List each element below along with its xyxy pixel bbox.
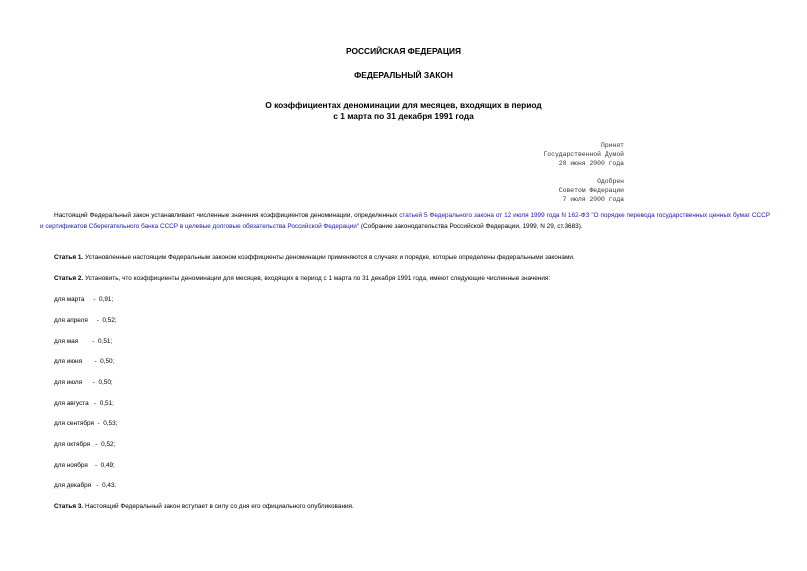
article-2-text: Установить, что коэффициенты деноминации для месяцев, входящих в период с 1 марта по 31 декабря 1991 года, имеют следующие численные значения: [83,275,551,282]
intro-paragraph [40,211,770,232]
article-2 [54,274,770,285]
intro-text: Настоящий Федеральный закон устанавливает численные значения коэффициентов деноминации, определенных [54,212,400,219]
article-3 [54,502,770,513]
law-title-line-2: с 1 марта по 31 декабря 1991 года [333,111,474,121]
article-3-label: Статья 3. [54,503,84,510]
coefficient-row: для июля - 0,50; [54,379,113,386]
coefficient-row: для марта - 0,91; [54,296,114,303]
council-approval-date: 7 июля 2000 года [562,195,624,203]
law-title-line-1: О коэффициентах деноминации для месяцев, входящих в период [265,100,542,110]
coefficient-row: для сентября - 0,53; [54,420,118,427]
duma-adoption-date: 28 июня 2000 года [558,159,624,167]
duma-adoption-line: Принят [600,142,624,149]
coefficient-row: для июня - 0,50; [54,358,115,365]
law-title [0,100,807,122]
council-approval-line: Одобрен [597,178,624,185]
article-1-text: Установленные настоящим Федеральным законом коэффициенты деноминации применяются в случаях и порядке, которые определены федеральными законами. [83,254,575,261]
article-2-label: Статья 2. [54,275,84,282]
doc-type-heading: ФЕДЕРАЛЬНЫЙ ЗАКОН [354,70,453,80]
coefficient-row: для апреля - 0,52; [54,317,117,324]
country-heading: РОССИЙСКАЯ ФЕДЕРАЦИЯ [345,46,462,56]
coefficient-row: для октября - 0,52; [54,441,116,448]
coefficient-row: для декабря - 0,43. [54,482,117,489]
law-reference-link[interactable]: статьей 5 Федерального закона от 12 июля 1999 года N 162-ФЗ "О порядке перевода государственных ценных бумаг СССР и сертификатов Сберегательного банка СССР в целевые долговые обязательства Российской Федерации" [40,212,770,230]
article-3-text: Настоящий Федеральный закон вступает в силу со дня его официального опубликования. [83,503,354,510]
intro-source: (Собрание законодательства Российской Федерации, 1999, N 29, ст.3683). [359,222,583,230]
council-approval [559,178,624,204]
duma-adoption-line: Государственной Думой [543,150,624,158]
article-1 [54,253,770,264]
article-1-label: Статья 1. [54,254,84,261]
council-approval-line: Советом Федерации [558,186,624,194]
duma-adoption [543,142,624,168]
coefficient-row: для ноября - 0,49; [54,462,115,469]
coefficient-row: для августа - 0,51; [54,400,114,407]
coefficient-row: для мая - 0,51; [54,338,113,345]
